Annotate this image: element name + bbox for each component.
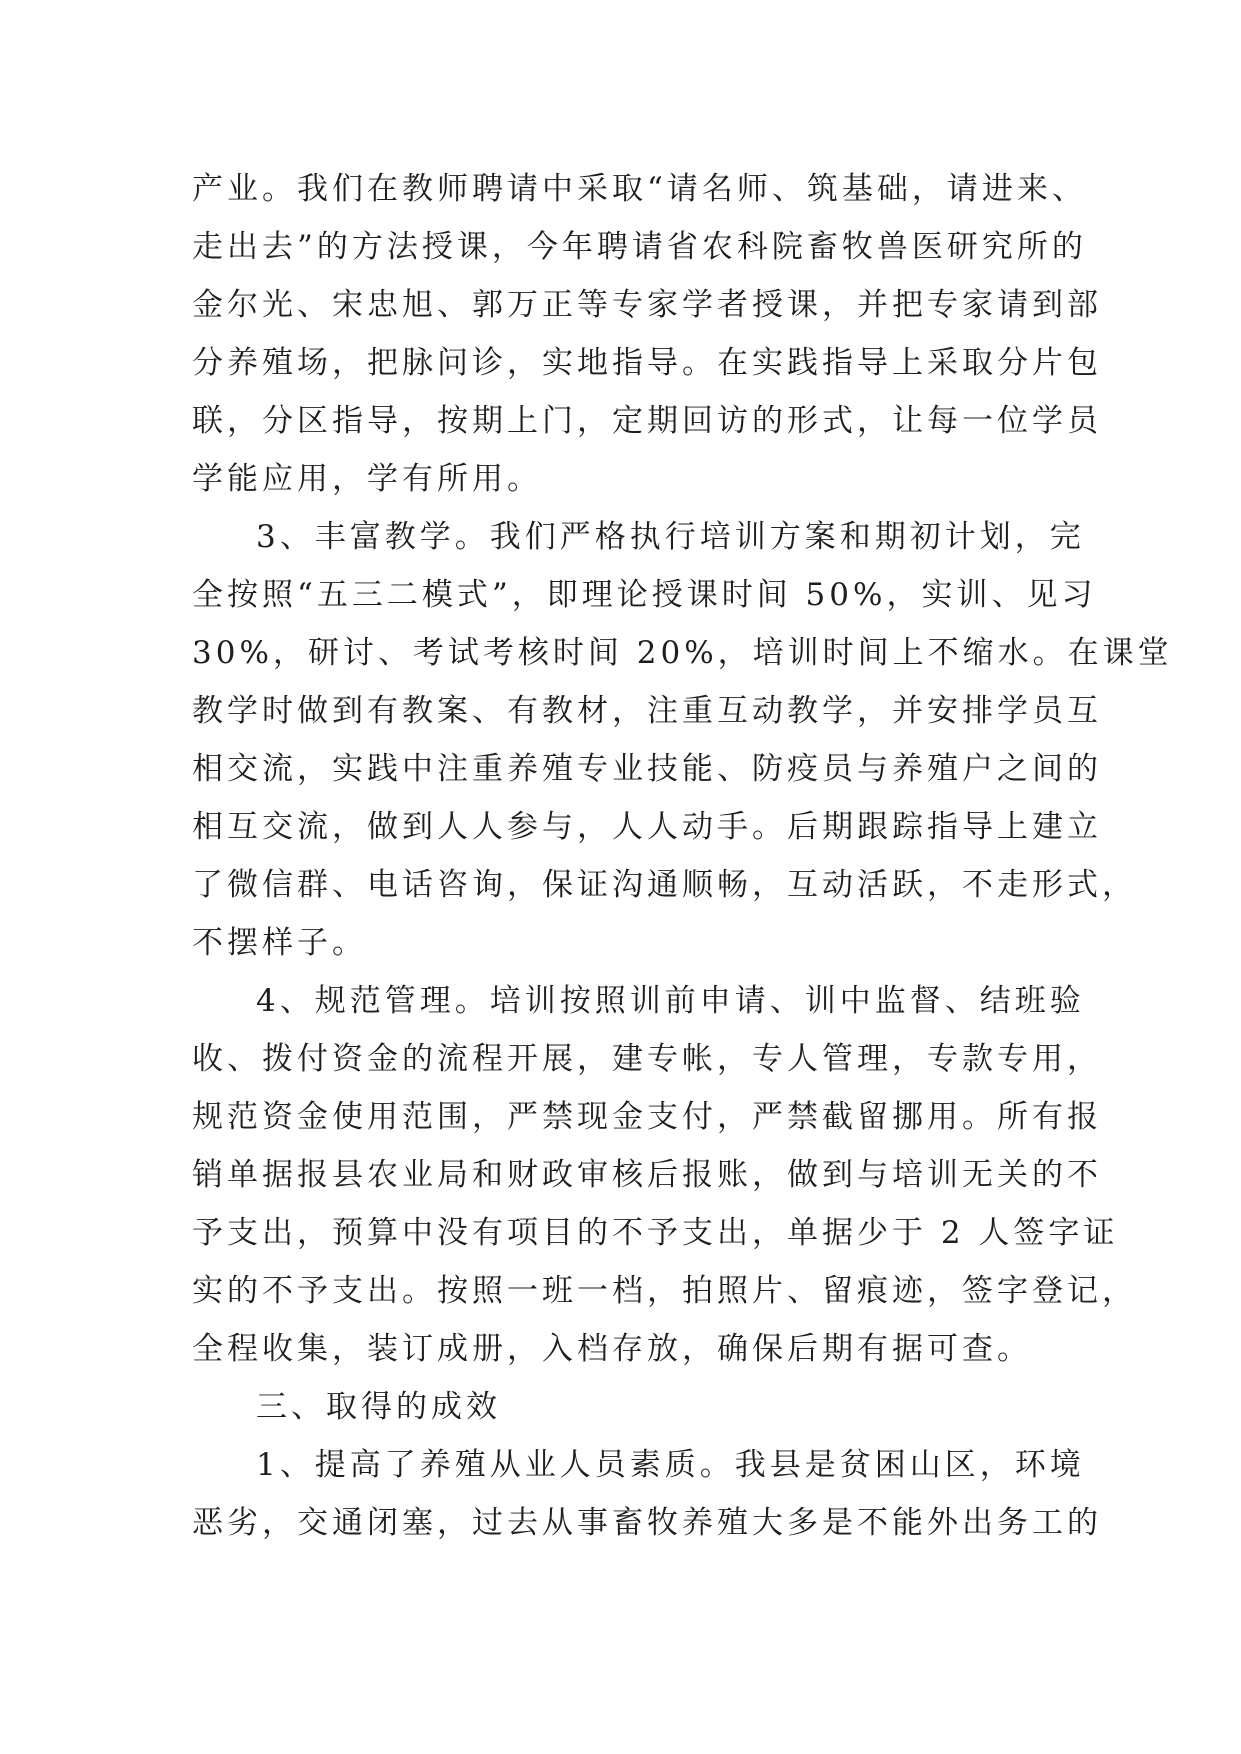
- body-text: [192, 160, 1173, 1552]
- text-line: 予支出，预算中没有项目的不予支出，单据少于 2 人签字证: [192, 1215, 1119, 1251]
- paragraph-start-line: 3、丰富教学。我们严格执行培训方案和期初计划，完: [256, 519, 1085, 555]
- text-line: 30%，研讨、考试考核时间 20%，培训时间上不缩水。在课堂: [192, 635, 1173, 671]
- text-line: 学能应用，学有所用。: [192, 461, 542, 497]
- text-line: 联，分区指导，按期上门，定期回访的形式，让每一位学员: [192, 403, 1102, 439]
- text-line: 销单据报县农业局和财政审核后报账，做到与培训无关的不: [192, 1157, 1102, 1193]
- text-line: 金尔光、宋忠旭、郭万正等专家学者授课，并把专家请到部: [192, 287, 1102, 323]
- text-line: 恶劣，交通闭塞，过去从事畜牧养殖大多是不能外出务工的: [192, 1505, 1102, 1541]
- paragraph-start-line: 4、规范管理。培训按照训前申请、训中监督、结班验: [256, 983, 1085, 1019]
- text-line: 实的不予支出。按照一班一档，拍照片、留痕迹，签字登记，: [192, 1273, 1137, 1309]
- text-line: 分养殖场，把脉问诊，实地指导。在实践指导上采取分片包: [192, 345, 1102, 381]
- text-line: 全程收集，装订成册，入档存放，确保后期有据可查。: [192, 1331, 1032, 1367]
- text-line: 全按照“五三二模式”，即理论授课时间 50%，实训、见习: [192, 577, 1097, 613]
- text-line: 相交流，实践中注重养殖专业技能、防疫员与养殖户之间的: [192, 751, 1102, 787]
- paragraph-start-line: 1、提高了养殖从业人员素质。我县是贫困山区，环境: [256, 1447, 1085, 1483]
- text-line: 规范资金使用范围，严禁现金支付，严禁截留挪用。所有报: [192, 1099, 1102, 1135]
- text-line: 收、拨付资金的流程开展，建专帐，专人管理，专款专用，: [192, 1041, 1102, 1077]
- text-line: 产业。我们在教师聘请中采取“请名师、筑基础，请进来、: [192, 171, 1087, 207]
- text-line: 走出去”的方法授课，今年聘请省农科院畜牧兽医研究所的: [192, 229, 1087, 265]
- text-line: 教学时做到有教案、有教材，注重互动教学，并安排学员互: [192, 693, 1102, 729]
- text-line: 相互交流，做到人人参与，人人动手。后期跟踪指导上建立: [192, 809, 1102, 845]
- text-line: 了微信群、电话咨询，保证沟通顺畅，互动活跃，不走形式，: [192, 867, 1137, 903]
- section-heading: 三、取得的成效: [256, 1389, 501, 1425]
- text-line: 不摆样子。: [192, 925, 367, 961]
